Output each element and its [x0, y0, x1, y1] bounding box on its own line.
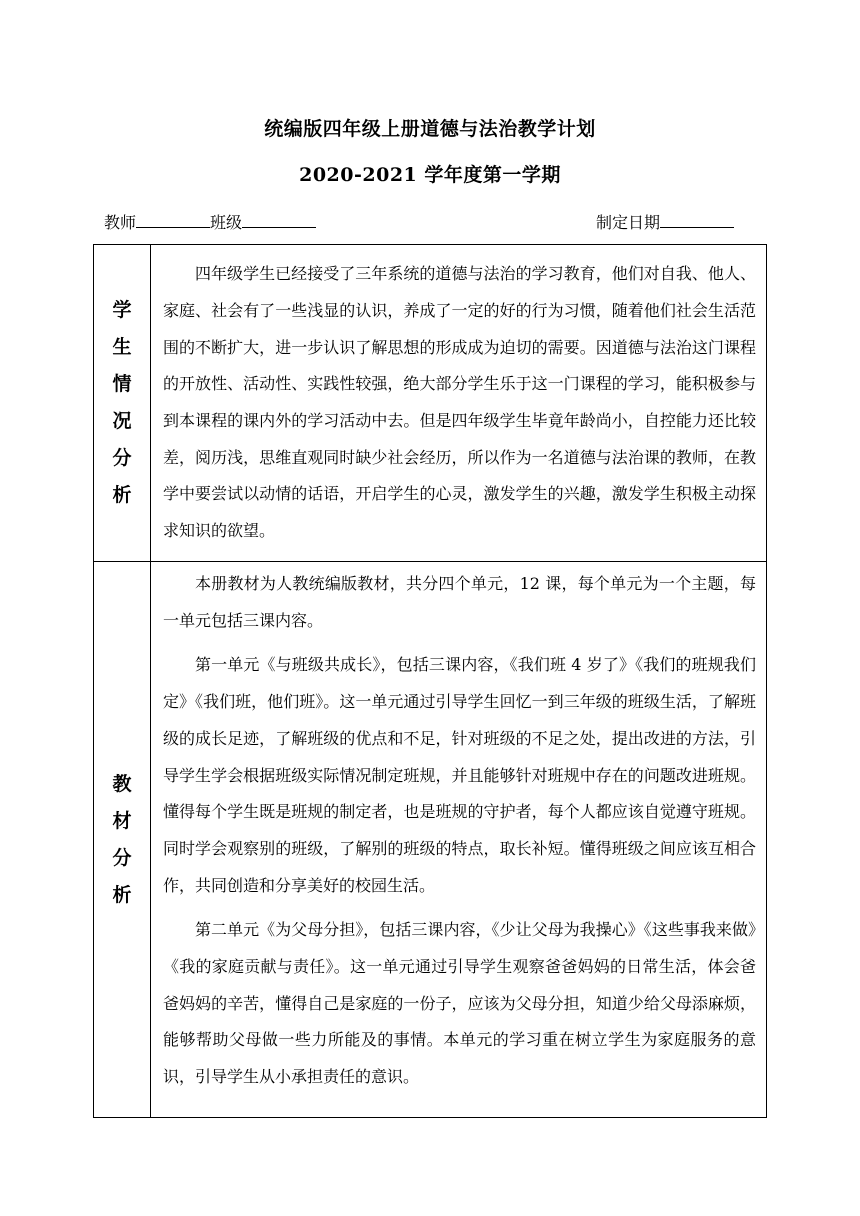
label-char: 分: [112, 846, 132, 869]
label-char: 学: [112, 299, 132, 321]
paragraph: 第一单元《与班级共成长》，包括三课内容，《我们班 4 岁了》《我们的班规我们定》《我们班，他们班》。这一单元通过引导学生回忆一到三年级的班级生活，了解班级的成长足迹，了解班级的优点和不足，针对班级的不足之处，提出改进的方法，引导学生学会根据班级实际情况制定班规，并且能够针对班规中存在的问题改进班规。懂得每个学生既是班规的制定者，也是班规的守护者，每个人都应该自觉遵守班规。同时学会观察别的班级，了解别的班级的特点，取长补短。懂得班级之间应该互相合作，共同创造和分享美好的校园生活。: [163, 655, 756, 895]
paragraph: 四年级学生已经接受了三年系统的道德与法治的学习教育，他们对自我、他人、家庭、社会有了一些浅显的认识，养成了一定的好的行为习惯，随着他们社会生活范围的不断扩大，进一步认识了解思想的形成成为迫切的需要。因道德与法治这门课程的开放性、活动性、实践性较强，绝大部分学生乐于这一门课程的学习，能积极参与到本课程的课内外的学习活动中去。但是四年级学生毕竟年龄尚小，自控能力还比较差，阅历浅，思维直观同时缺少社会经历，所以作为一名道德与法治课的教师，在教学中要尝试以动情的话语，开启学生的心灵，激发学生的兴趣，激发学生积极主动探求知识的欲望。: [163, 264, 756, 541]
textbook-analysis-row: [94, 562, 767, 1118]
plan-table: [93, 244, 767, 1118]
textbook-analysis-content: [151, 562, 767, 1118]
label-char: 情: [112, 373, 132, 395]
label-char: 生: [112, 336, 132, 358]
date-label: 制定日期: [596, 213, 661, 232]
teacher-blank[interactable]: [136, 210, 210, 228]
label-char: 教: [112, 772, 132, 795]
class-blank[interactable]: [242, 210, 316, 228]
teacher-label: 教师: [104, 213, 137, 232]
section-label-student-analysis: [94, 245, 151, 562]
section-label-textbook-analysis: [94, 562, 151, 1118]
date-field: [596, 210, 734, 234]
paragraph: 本册教材为人教统编版教材，共分四个单元，12 课，每个单元为一个主题，每一单元包括三课内容。: [163, 574, 756, 630]
student-analysis-content: [151, 245, 767, 562]
label-char: 材: [112, 809, 132, 832]
label-char: 析: [112, 883, 132, 906]
class-label: 班级: [210, 213, 243, 232]
date-blank[interactable]: [660, 210, 734, 228]
document-title: 统编版四年级上册道德与法治教学计划: [264, 118, 596, 140]
label-char: 况: [112, 410, 132, 432]
student-analysis-row: [94, 245, 767, 562]
paragraph: 第二单元《为父母分担》，包括三课内容，《少让父母为我操心》《这些事我来做》《我的家庭贡献与责任》。这一单元通过引导学生观察爸爸妈妈的日常生活，体会爸爸妈妈的辛苦，懂得自己是家庭的一份子，应该为父母分担，知道少给父母添麻烦，能够帮助父母做一些力所能及的事情。本单元的学习重在树立学生为家庭服务的意识，引导学生从小承担责任的意识。: [163, 920, 756, 1087]
label-char: 分: [112, 447, 132, 469]
label-char: 析: [112, 484, 132, 506]
document-subtitle: 2020-2021 学年度第一学期: [299, 164, 561, 186]
teacher-class-fields: [104, 210, 316, 234]
